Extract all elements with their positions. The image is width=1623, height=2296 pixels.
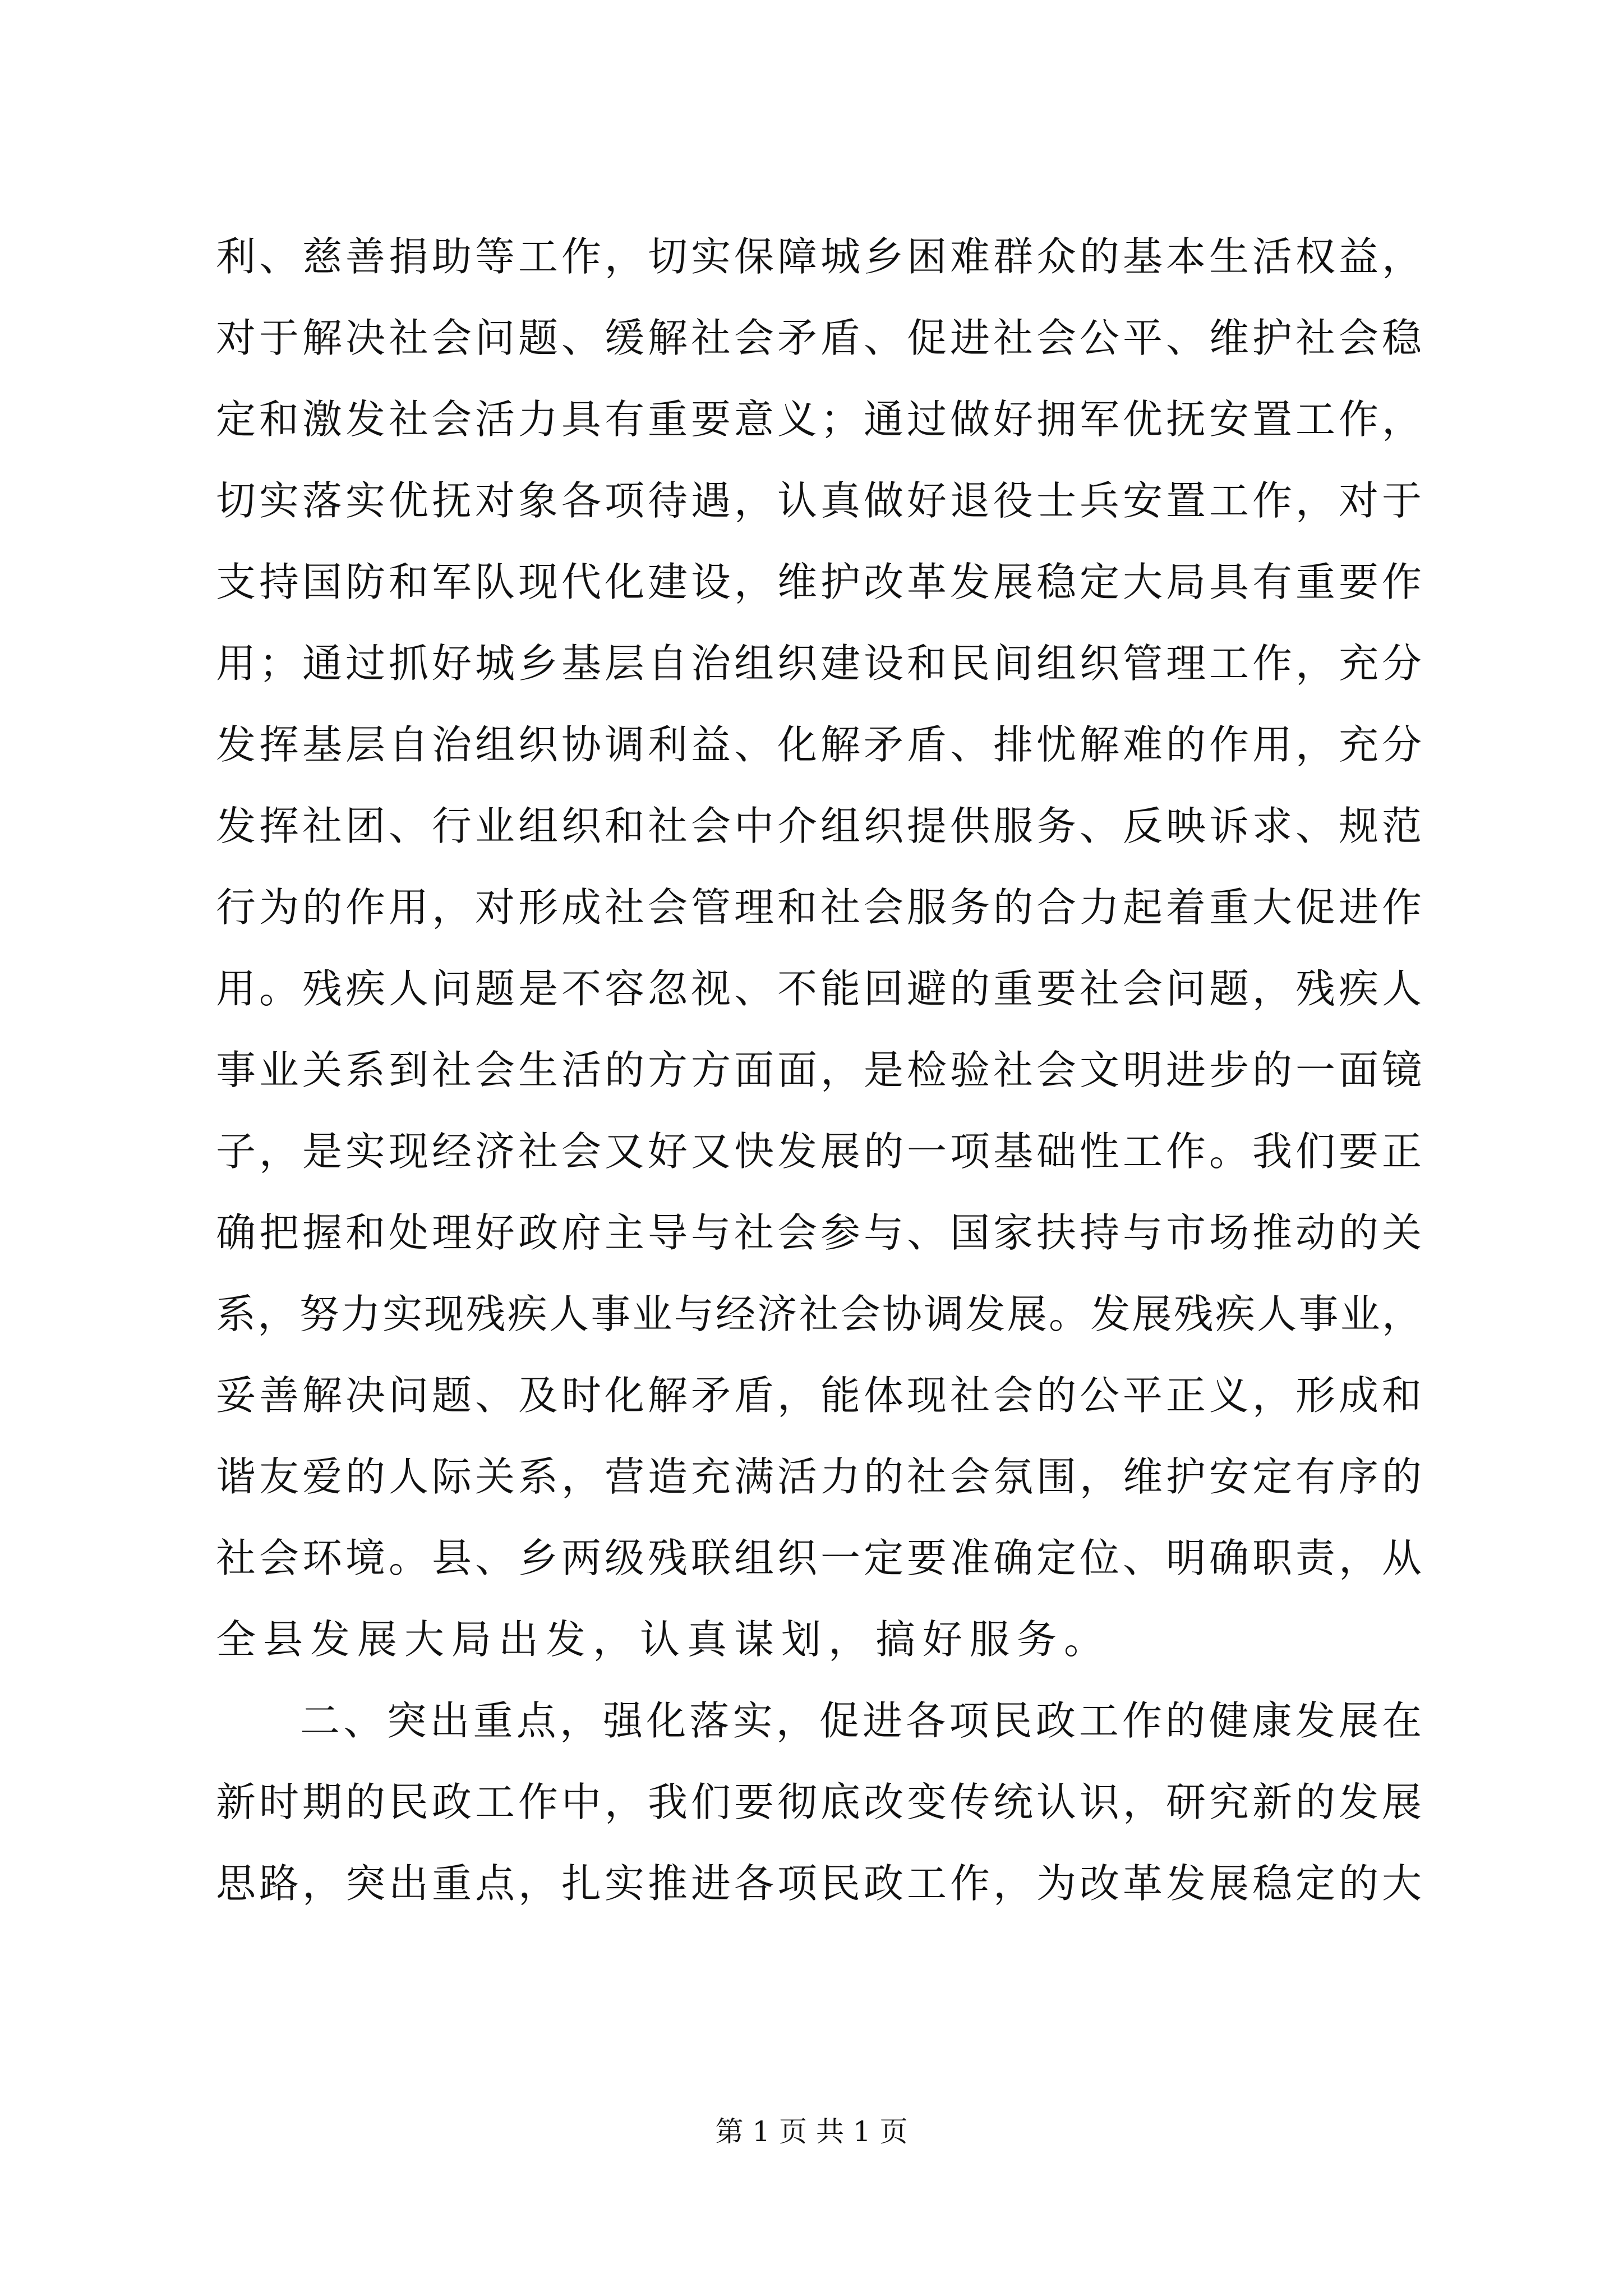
text-line: 社会环境。县、乡两级残联组织一定要准确定位、明确职责，从 (216, 1535, 1422, 1581)
text-line: 用；通过抓好城乡基层自治组织建设和民间组织管理工作，充分 (216, 640, 1422, 687)
text-line: 发挥基层自治组织协调利益、化解矛盾、排忧解难的作用，充分 (216, 721, 1422, 768)
text-line: 子，是实现经济社会又好又快发展的一项基础性工作。我们要正 (216, 1128, 1422, 1175)
text-line: 利、慈善捐助等工作，切实保障城乡困难群众的基本生活权益， (216, 233, 1422, 280)
text-line: 谐友爱的人际关系，营造充满活力的社会氛围，维护安定有序的 (216, 1453, 1422, 1500)
text-line: 妥善解决问题、及时化解矛盾，能体现社会的公平正义，形成和 (216, 1372, 1422, 1419)
body-text (216, 216, 1422, 1924)
text-line: 发挥社团、行业组织和社会中介组织提供服务、反映诉求、规范 (216, 803, 1422, 849)
text-line: 用。残疾人问题是不容忽视、不能回避的重要社会问题，残疾人 (216, 965, 1422, 1012)
text-line: 新时期的民政工作中，我们要彻底改变传统认识，研究新的发展 (216, 1779, 1422, 1825)
page-number-label: 第 1 页 共 1 页 (715, 2115, 908, 2148)
text-line: 确把握和处理好政府主导与社会参与、国家扶持与市场推动的关 (216, 1209, 1422, 1256)
text-line: 定和激发社会活力具有重要意义；通过做好拥军优抚安置工作， (216, 396, 1422, 443)
text-line-paragraph-start: 二、突出重点，强化落实，促进各项民政工作的健康发展在 (300, 1697, 1422, 1744)
text-line: 支持国防和军队现代化建设，维护改革发展稳定大局具有重要作 (216, 559, 1422, 605)
text-line: 切实落实优抚对象各项待遇，认真做好退役士兵安置工作，对于 (216, 477, 1422, 524)
text-line: 行为的作用，对形成社会管理和社会服务的合力起着重大促进作 (216, 884, 1422, 931)
text-line: 对于解决社会问题、缓解社会矛盾、促进社会公平、维护社会稳 (216, 315, 1422, 361)
text-line-paragraph-end: 全县发展大局出发，认真谋划，搞好服务。 (216, 1616, 1112, 1663)
text-line: 事业关系到社会生活的方方面面，是检验社会文明进步的一面镜 (216, 1047, 1422, 1093)
page-footer (0, 2115, 1623, 2148)
text-line: 思路，突出重点，扎实推进各项民政工作，为改革发展稳定的大 (216, 1860, 1422, 1907)
text-line: 系，努力实现残疾人事业与经济社会协调发展。发展残疾人事业， (216, 1291, 1422, 1337)
